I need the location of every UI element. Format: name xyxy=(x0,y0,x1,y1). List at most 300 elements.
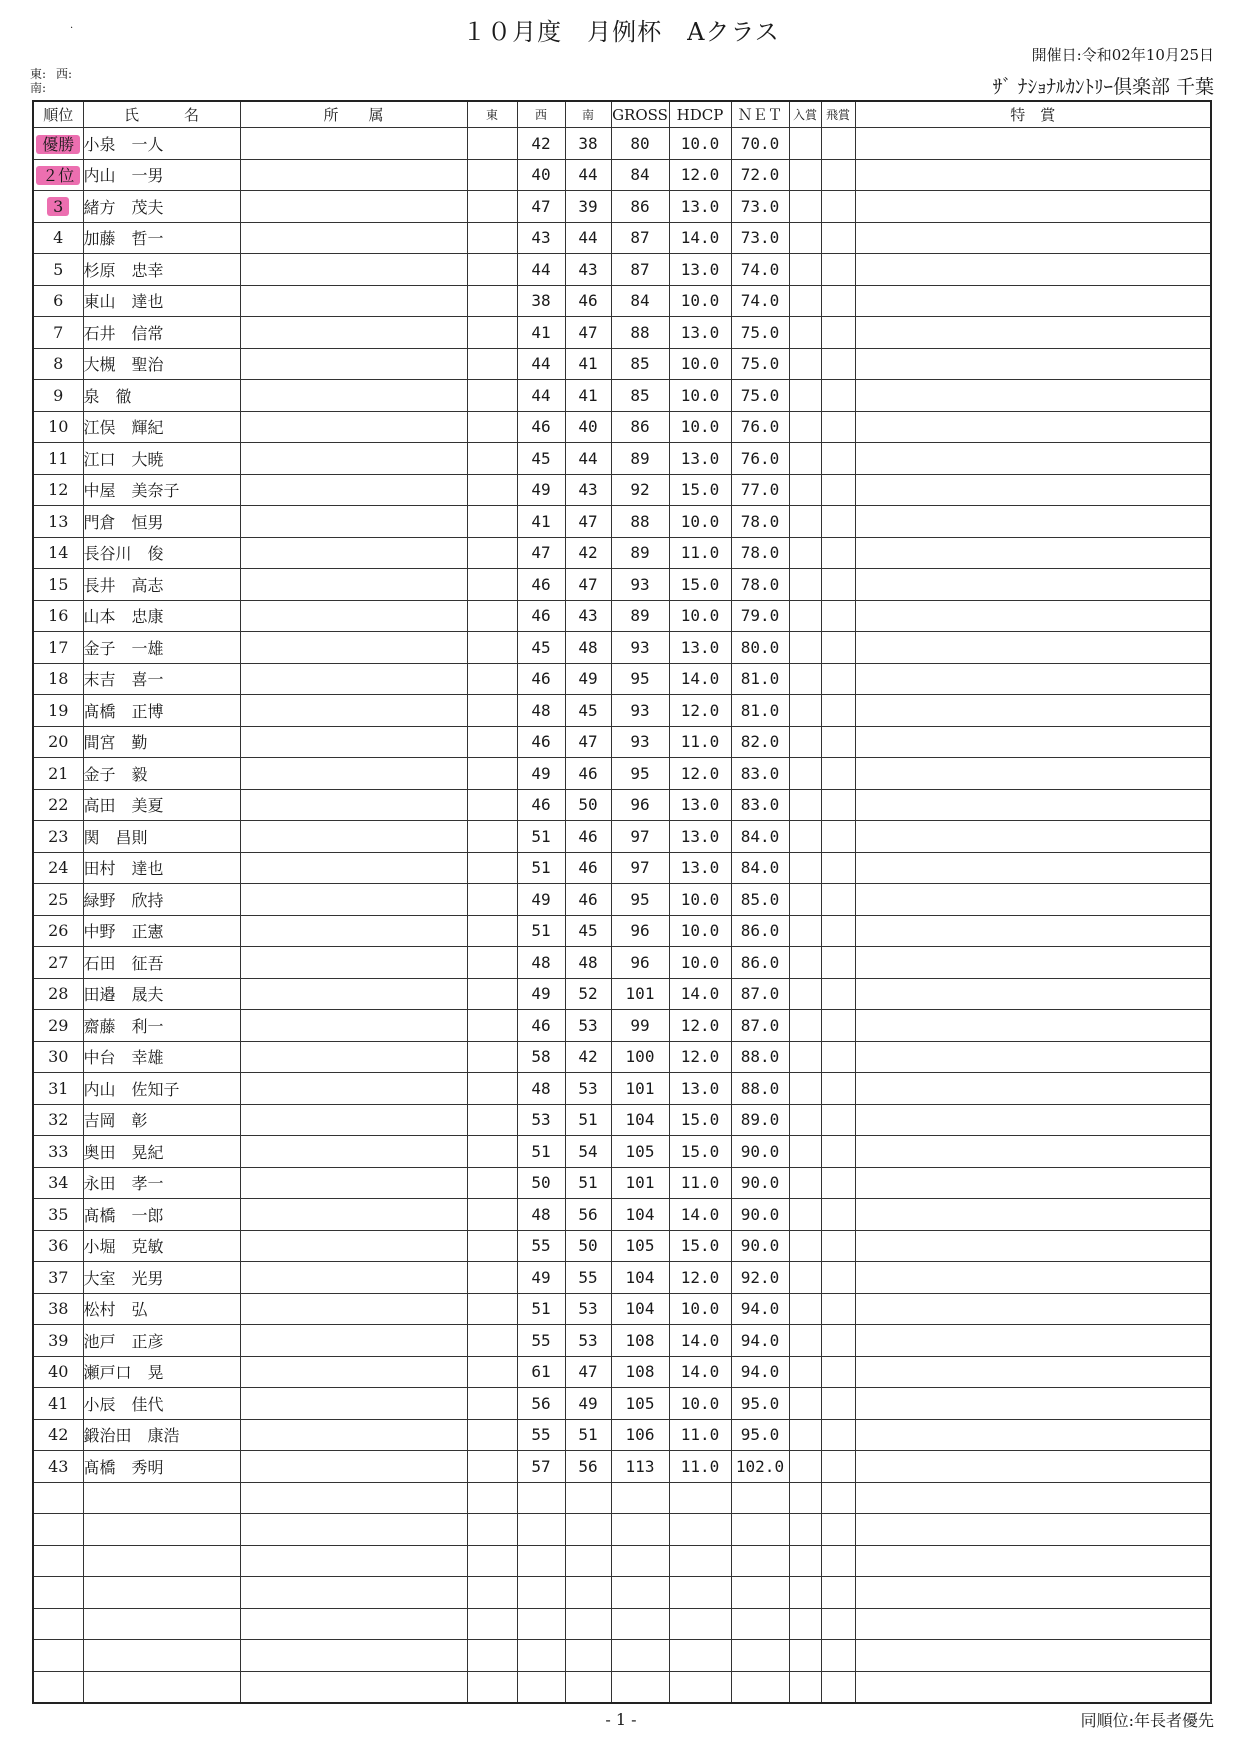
cell-south: 44 xyxy=(565,159,611,191)
cell-hdcp: 12.0 xyxy=(669,1041,731,1073)
cell-gross: 106 xyxy=(611,1419,669,1451)
cell-gross: 86 xyxy=(611,191,669,223)
cell-name: 緑野 欣持 xyxy=(83,884,240,916)
cell-tobisho xyxy=(821,852,855,884)
cell-affiliation xyxy=(240,852,467,884)
cell-south: 54 xyxy=(565,1136,611,1168)
cell-name: 山本 忠康 xyxy=(83,600,240,632)
cell-affiliation xyxy=(240,411,467,443)
cell-empty xyxy=(517,1545,565,1577)
cell-prize xyxy=(789,1325,821,1357)
cell-south: 38 xyxy=(565,128,611,160)
col-hdcp: HDCP xyxy=(669,101,731,128)
cell-west: 44 xyxy=(517,254,565,286)
cell-gross: 105 xyxy=(611,1230,669,1262)
cell-west: 53 xyxy=(517,1104,565,1136)
cell-empty xyxy=(789,1640,821,1672)
cell-special xyxy=(855,443,1211,475)
cell-affiliation xyxy=(240,1388,467,1420)
cell-empty xyxy=(83,1514,240,1546)
south-label: 南: xyxy=(30,81,47,95)
cell-empty xyxy=(669,1545,731,1577)
west-label: 西: xyxy=(56,67,73,81)
table-row xyxy=(33,1167,1211,1199)
cell-gross: 84 xyxy=(611,285,669,317)
cell-empty xyxy=(240,1545,467,1577)
table-row xyxy=(33,726,1211,758)
cell-empty xyxy=(467,1482,517,1514)
cell-rank: 7 xyxy=(33,317,83,349)
cell-affiliation xyxy=(240,1230,467,1262)
scan-mark: . xyxy=(70,20,74,31)
table-row xyxy=(33,821,1211,853)
cell-rank: 8 xyxy=(33,348,83,380)
cell-south: 53 xyxy=(565,1325,611,1357)
cell-hdcp: 10.0 xyxy=(669,348,731,380)
cell-west: 43 xyxy=(517,222,565,254)
cell-empty xyxy=(565,1640,611,1672)
cell-net: 90.0 xyxy=(731,1230,789,1262)
cell-name: 間宮 勤 xyxy=(83,726,240,758)
cell-tobisho xyxy=(821,537,855,569)
cell-south: 41 xyxy=(565,348,611,380)
table-row xyxy=(33,663,1211,695)
cell-rank: 13 xyxy=(33,506,83,538)
cell-special xyxy=(855,254,1211,286)
cell-hdcp: 11.0 xyxy=(669,537,731,569)
cell-empty xyxy=(517,1577,565,1609)
cell-empty xyxy=(669,1671,731,1703)
cell-special xyxy=(855,821,1211,853)
cell-prize xyxy=(789,1262,821,1294)
cell-empty xyxy=(240,1608,467,1640)
cell-gross: 105 xyxy=(611,1388,669,1420)
cell-name: 吉岡 彰 xyxy=(83,1104,240,1136)
cell-prize xyxy=(789,695,821,727)
empty-row xyxy=(33,1514,1211,1546)
cell-net: 78.0 xyxy=(731,506,789,538)
cell-affiliation xyxy=(240,758,467,790)
cell-west: 50 xyxy=(517,1167,565,1199)
cell-tobisho xyxy=(821,1010,855,1042)
cell-name: 田村 達也 xyxy=(83,852,240,884)
cell-name: 緒方 茂夫 xyxy=(83,191,240,223)
cell-gross: 99 xyxy=(611,1010,669,1042)
cell-tobisho xyxy=(821,1325,855,1357)
cell-tobisho xyxy=(821,726,855,758)
cell-net: 79.0 xyxy=(731,600,789,632)
cell-empty xyxy=(821,1545,855,1577)
cell-hdcp: 13.0 xyxy=(669,443,731,475)
cell-gross: 93 xyxy=(611,695,669,727)
cell-prize xyxy=(789,1010,821,1042)
cell-gross: 85 xyxy=(611,380,669,412)
empty-row xyxy=(33,1545,1211,1577)
cell-tobisho xyxy=(821,1451,855,1483)
cell-rank: 34 xyxy=(33,1167,83,1199)
cell-special xyxy=(855,789,1211,821)
cell-name: 池戸 正彦 xyxy=(83,1325,240,1357)
cell-name: 杉原 忠幸 xyxy=(83,254,240,286)
cell-south: 56 xyxy=(565,1451,611,1483)
cell-affiliation xyxy=(240,915,467,947)
cell-west: 48 xyxy=(517,1073,565,1105)
cell-tobisho xyxy=(821,1041,855,1073)
cell-tobisho xyxy=(821,1262,855,1294)
cell-special xyxy=(855,222,1211,254)
cell-empty xyxy=(855,1577,1211,1609)
cell-prize xyxy=(789,884,821,916)
cell-east xyxy=(467,726,517,758)
cell-hdcp: 13.0 xyxy=(669,317,731,349)
cell-tobisho xyxy=(821,254,855,286)
cell-hdcp: 13.0 xyxy=(669,852,731,884)
cell-empty xyxy=(669,1608,731,1640)
table-row xyxy=(33,1199,1211,1231)
cell-rank: 19 xyxy=(33,695,83,727)
cell-south: 51 xyxy=(565,1167,611,1199)
cell-south: 48 xyxy=(565,632,611,664)
cell-prize xyxy=(789,1293,821,1325)
table-row xyxy=(33,789,1211,821)
cell-name: 松村 弘 xyxy=(83,1293,240,1325)
cell-empty xyxy=(821,1608,855,1640)
cell-tobisho xyxy=(821,474,855,506)
cell-net: 73.0 xyxy=(731,222,789,254)
cell-east xyxy=(467,1325,517,1357)
table-row xyxy=(33,1262,1211,1294)
table-row xyxy=(33,1293,1211,1325)
cell-empty xyxy=(731,1608,789,1640)
cell-hdcp: 13.0 xyxy=(669,1073,731,1105)
table-row xyxy=(33,632,1211,664)
cell-gross: 84 xyxy=(611,159,669,191)
cell-empty xyxy=(240,1577,467,1609)
cell-west: 42 xyxy=(517,128,565,160)
cell-hdcp: 10.0 xyxy=(669,884,731,916)
cell-empty xyxy=(565,1671,611,1703)
cell-affiliation xyxy=(240,1010,467,1042)
cell-net: 88.0 xyxy=(731,1041,789,1073)
col-east: 東 xyxy=(467,101,517,128)
table-row xyxy=(33,1356,1211,1388)
cell-prize xyxy=(789,1199,821,1231)
cell-affiliation xyxy=(240,978,467,1010)
cell-south: 40 xyxy=(565,411,611,443)
cell-special xyxy=(855,1388,1211,1420)
cell-south: 42 xyxy=(565,537,611,569)
cell-empty xyxy=(821,1482,855,1514)
cell-east xyxy=(467,1073,517,1105)
cell-affiliation xyxy=(240,1293,467,1325)
cell-special xyxy=(855,915,1211,947)
cell-rank: 12 xyxy=(33,474,83,506)
cell-prize xyxy=(789,1388,821,1420)
cell-gross: 97 xyxy=(611,852,669,884)
table-row xyxy=(33,695,1211,727)
cell-gross: 95 xyxy=(611,663,669,695)
cell-rank: 22 xyxy=(33,789,83,821)
cell-hdcp: 15.0 xyxy=(669,1136,731,1168)
cell-west: 46 xyxy=(517,600,565,632)
cell-name: 奥田 晃紀 xyxy=(83,1136,240,1168)
cell-net: 86.0 xyxy=(731,947,789,979)
cell-affiliation xyxy=(240,663,467,695)
cell-prize xyxy=(789,915,821,947)
cell-tobisho xyxy=(821,1104,855,1136)
cell-special xyxy=(855,1010,1211,1042)
cell-tobisho xyxy=(821,1230,855,1262)
cell-empty xyxy=(821,1671,855,1703)
cell-prize xyxy=(789,191,821,223)
cell-tobisho xyxy=(821,1356,855,1388)
cell-empty xyxy=(33,1671,83,1703)
event-date: 開催日:令和02年10月25日 xyxy=(1031,46,1214,64)
empty-row xyxy=(33,1577,1211,1609)
cell-empty xyxy=(731,1514,789,1546)
cell-hdcp: 10.0 xyxy=(669,600,731,632)
cell-prize xyxy=(789,726,821,758)
table-row xyxy=(33,191,1211,223)
cell-prize xyxy=(789,1356,821,1388)
cell-special xyxy=(855,348,1211,380)
cell-rank: 4 xyxy=(33,222,83,254)
cell-east xyxy=(467,600,517,632)
cell-west: 46 xyxy=(517,663,565,695)
cell-special xyxy=(855,1262,1211,1294)
cell-west: 45 xyxy=(517,632,565,664)
cell-west: 46 xyxy=(517,789,565,821)
cell-net: 82.0 xyxy=(731,726,789,758)
cell-east xyxy=(467,978,517,1010)
cell-south: 46 xyxy=(565,884,611,916)
cell-net: 81.0 xyxy=(731,695,789,727)
east-label: 東: xyxy=(30,67,47,81)
cell-net: 90.0 xyxy=(731,1136,789,1168)
cell-rank xyxy=(33,128,83,160)
cell-special xyxy=(855,632,1211,664)
cell-hdcp: 13.0 xyxy=(669,191,731,223)
cell-empty xyxy=(789,1608,821,1640)
cell-east xyxy=(467,128,517,160)
cell-gross: 93 xyxy=(611,569,669,601)
table-row xyxy=(33,474,1211,506)
cell-hdcp: 11.0 xyxy=(669,1167,731,1199)
cell-prize xyxy=(789,569,821,601)
cell-hdcp: 10.0 xyxy=(669,1293,731,1325)
cell-prize xyxy=(789,600,821,632)
cell-empty xyxy=(789,1514,821,1546)
empty-row xyxy=(33,1482,1211,1514)
rank-highlight: 優勝 xyxy=(36,135,80,154)
col-tobisho: 飛賞 xyxy=(821,101,855,128)
cell-gross: 104 xyxy=(611,1104,669,1136)
cell-prize xyxy=(789,1073,821,1105)
cell-net: 73.0 xyxy=(731,191,789,223)
cell-tobisho xyxy=(821,600,855,632)
cell-empty xyxy=(821,1514,855,1546)
cell-hdcp: 11.0 xyxy=(669,726,731,758)
cell-hdcp: 13.0 xyxy=(669,632,731,664)
cell-gross: 96 xyxy=(611,947,669,979)
cell-special xyxy=(855,285,1211,317)
cell-east xyxy=(467,695,517,727)
cell-west: 51 xyxy=(517,1136,565,1168)
cell-west: 49 xyxy=(517,978,565,1010)
cell-net: 89.0 xyxy=(731,1104,789,1136)
cell-west: 46 xyxy=(517,411,565,443)
cell-empty xyxy=(467,1514,517,1546)
cell-east xyxy=(467,852,517,884)
cell-empty xyxy=(669,1514,731,1546)
cell-hdcp: 12.0 xyxy=(669,695,731,727)
cell-empty xyxy=(33,1545,83,1577)
cell-empty xyxy=(611,1514,669,1546)
cell-tobisho xyxy=(821,317,855,349)
cell-south: 43 xyxy=(565,600,611,632)
cell-special xyxy=(855,537,1211,569)
cell-empty xyxy=(517,1640,565,1672)
cell-west: 55 xyxy=(517,1325,565,1357)
cell-gross: 89 xyxy=(611,537,669,569)
cell-affiliation xyxy=(240,1325,467,1357)
cell-rank: 29 xyxy=(33,1010,83,1042)
cell-gross: 101 xyxy=(611,1073,669,1105)
table-row xyxy=(33,348,1211,380)
table-row xyxy=(33,380,1211,412)
cell-hdcp: 10.0 xyxy=(669,506,731,538)
cell-gross: 93 xyxy=(611,632,669,664)
cell-east xyxy=(467,159,517,191)
cell-rank: 10 xyxy=(33,411,83,443)
cell-special xyxy=(855,128,1211,160)
cell-rank: 39 xyxy=(33,1325,83,1357)
cell-west: 41 xyxy=(517,506,565,538)
cell-tobisho xyxy=(821,128,855,160)
cell-empty xyxy=(669,1577,731,1609)
table-row xyxy=(33,569,1211,601)
cell-special xyxy=(855,1293,1211,1325)
cell-net: 78.0 xyxy=(731,569,789,601)
cell-south: 47 xyxy=(565,1356,611,1388)
cell-net: 77.0 xyxy=(731,474,789,506)
cell-affiliation xyxy=(240,600,467,632)
cell-prize xyxy=(789,821,821,853)
cell-hdcp: 10.0 xyxy=(669,411,731,443)
cell-special xyxy=(855,758,1211,790)
cell-west: 38 xyxy=(517,285,565,317)
cell-hdcp: 13.0 xyxy=(669,254,731,286)
cell-affiliation xyxy=(240,443,467,475)
cell-empty xyxy=(789,1545,821,1577)
cell-tobisho xyxy=(821,285,855,317)
cell-prize xyxy=(789,474,821,506)
cell-tobisho xyxy=(821,1136,855,1168)
cell-gross: 108 xyxy=(611,1356,669,1388)
cell-affiliation xyxy=(240,348,467,380)
cell-tobisho xyxy=(821,1388,855,1420)
cell-south: 47 xyxy=(565,317,611,349)
cell-empty xyxy=(565,1545,611,1577)
cell-west: 61 xyxy=(517,1356,565,1388)
cell-empty xyxy=(731,1577,789,1609)
table-row xyxy=(33,128,1211,160)
table-row xyxy=(33,978,1211,1010)
cell-prize xyxy=(789,1104,821,1136)
cell-west: 49 xyxy=(517,884,565,916)
cell-rank: 31 xyxy=(33,1073,83,1105)
cell-name: 長谷川 俊 xyxy=(83,537,240,569)
cell-name: 中野 正憲 xyxy=(83,915,240,947)
cell-west: 47 xyxy=(517,537,565,569)
cell-rank: 37 xyxy=(33,1262,83,1294)
cell-east xyxy=(467,254,517,286)
cell-south: 46 xyxy=(565,285,611,317)
cell-prize xyxy=(789,317,821,349)
cell-prize xyxy=(789,1451,821,1483)
cell-affiliation xyxy=(240,254,467,286)
cell-empty xyxy=(467,1671,517,1703)
cell-affiliation xyxy=(240,1356,467,1388)
cell-east xyxy=(467,947,517,979)
cell-empty xyxy=(669,1640,731,1672)
cell-rank: 9 xyxy=(33,380,83,412)
cell-special xyxy=(855,506,1211,538)
cell-east xyxy=(467,537,517,569)
cell-east xyxy=(467,1262,517,1294)
cell-special xyxy=(855,1136,1211,1168)
cell-tobisho xyxy=(821,411,855,443)
cell-rank: 42 xyxy=(33,1419,83,1451)
cell-south: 43 xyxy=(565,474,611,506)
table-row xyxy=(33,1325,1211,1357)
table-row xyxy=(33,852,1211,884)
cell-prize xyxy=(789,1136,821,1168)
cell-name: 小泉 一人 xyxy=(83,128,240,160)
header-row xyxy=(33,101,1211,128)
cell-west: 45 xyxy=(517,443,565,475)
cell-south: 49 xyxy=(565,663,611,695)
cell-net: 81.0 xyxy=(731,663,789,695)
cell-east xyxy=(467,884,517,916)
cell-west: 48 xyxy=(517,1199,565,1231)
cell-rank: 33 xyxy=(33,1136,83,1168)
cell-empty xyxy=(789,1482,821,1514)
cell-south: 46 xyxy=(565,821,611,853)
cell-south: 47 xyxy=(565,506,611,538)
cell-gross: 93 xyxy=(611,726,669,758)
cell-name: 大槻 聖治 xyxy=(83,348,240,380)
cell-west: 40 xyxy=(517,159,565,191)
cell-west: 48 xyxy=(517,947,565,979)
cell-affiliation xyxy=(240,1073,467,1105)
page-title: １０月度 月例杯 Aクラス xyxy=(462,18,780,46)
cell-prize xyxy=(789,128,821,160)
cell-empty xyxy=(33,1482,83,1514)
cell-gross: 97 xyxy=(611,821,669,853)
cell-prize xyxy=(789,663,821,695)
cell-empty xyxy=(240,1671,467,1703)
cell-prize xyxy=(789,380,821,412)
cell-empty xyxy=(517,1482,565,1514)
cell-special xyxy=(855,695,1211,727)
venue-name: ｻﾞ ﾅｼｮﾅﾙｶﾝﾄﾘｰ倶楽部 千葉 xyxy=(992,76,1214,98)
cell-affiliation xyxy=(240,695,467,727)
cell-net: 84.0 xyxy=(731,852,789,884)
cell-tobisho xyxy=(821,1419,855,1451)
cell-tobisho xyxy=(821,443,855,475)
cell-name: 髙橋 正博 xyxy=(83,695,240,727)
